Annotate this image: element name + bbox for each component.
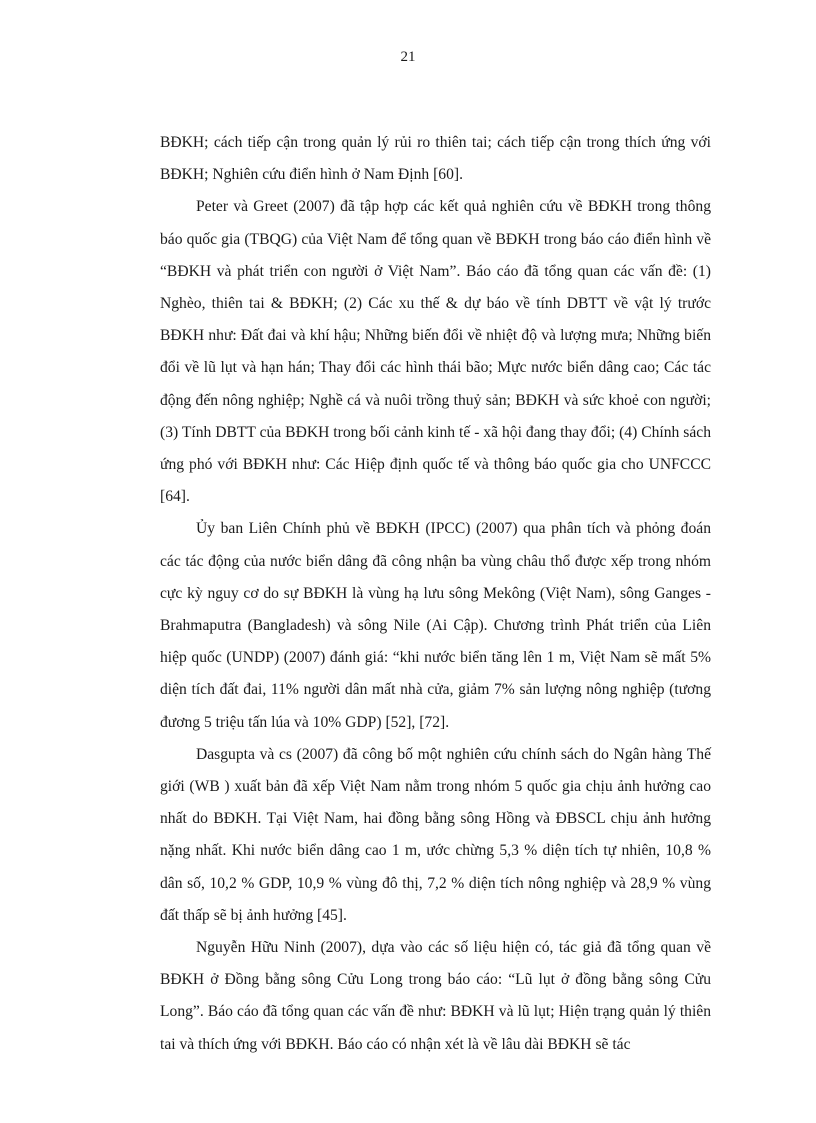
paragraph: Nguyễn Hữu Ninh (2007), dựa vào các số liệu hiện có, tác giả đã tổng quan về BĐKH ở Đồng bằng sông Cửu Long trong báo cáo: “Lũ lụt ở đồng bằng sông Cửu Long”. Báo cáo đã tổng quan các vấn đề như: BĐKH và lũ lụt; Hiện trạng quản lý thiên tai và thích ứng với BĐKH. Báo cáo có nhận xét là về lâu dài BĐKH sẽ tác [160, 939, 711, 1053]
body-text [160, 127, 711, 1061]
paragraph: Dasgupta và cs (2007) đã công bố một nghiên cứu chính sách do Ngân hàng Thế giới (WB ) xuất bản đã xếp Việt Nam nằm trong nhóm 5 quốc gia chịu ảnh hưởng cao nhất do BĐKH. Tại Việt Nam, hai đồng bằng sông Hồng và ĐBSCL chịu ảnh hưởng nặng nhất. Khi nước biển dâng cao 1 m, ước chừng 5,3 % diện tích tự nhiên, 10,8 % dân số, 10,2 % GDP, 10,9 % vùng đô thị, 7,2 % diện tích nông nghiệp và 28,9 % vùng đất thấp sẽ bị ảnh hưởng [45]. [160, 745, 711, 924]
paragraph: Ủy ban Liên Chính phủ về BĐKH (IPCC) (2007) qua phân tích và phỏng đoán các tác động của nước biển dâng đã công nhận ba vùng châu thổ được xếp trong nhóm cực kỳ nguy cơ do sự BĐKH là vùng hạ lưu sông Mekông (Việt Nam), sông Ganges - Brahmaputra (Bangladesh) và sông Nile (Ai Cập). Chương trình Phát triển của Liên hiệp quốc (UNDP) (2007) đánh giá: “khi nước biển tăng lên 1 m, Việt Nam sẽ mất 5% diện tích đất đai, 11% người dân mất nhà cửa, giảm 7% sản lượng nông nghiệp (tương đương 5 triệu tấn lúa và 10% GDP) [52], [72]. [160, 520, 711, 731]
page-number: 21 [400, 49, 416, 65]
paragraph: BĐKH; cách tiếp cận trong quản lý rủi ro thiên tai; cách tiếp cận trong thích ứng với BĐKH; Nghiên cứu điển hình ở Nam Định [60]. [160, 134, 711, 184]
paragraph: Peter và Greet (2007) đã tập hợp các kết quả nghiên cứu về BĐKH trong thông báo quốc gia (TBQG) của Việt Nam để tổng quan về BĐKH trong báo cáo điển hình về “BĐKH và phát triển con người ở Việt Nam”. Báo cáo đã tổng quan các vấn đề: (1) Nghèo, thiên tai & BĐKH; (2) Các xu thế & dự báo về tính DBTT về vật lý trước BĐKH như: Đất đai và khí hậu; Những biến đổi về nhiệt độ và lượng mưa; Những biến đổi về lũ lụt và hạn hán; Thay đổi các hình thái bão; Mực nước biển dâng cao; Các tác động đến nông nghiệp; Nghề cá và nuôi trồng thuỷ sản; BĐKH và sức khoẻ con người; (3) Tính DBTT của BĐKH trong bối cảnh kinh tế - xã hội đang thay đổi; (4) Chính sách ứng phó với BĐKH như: Các Hiệp định quốc tế và thông báo quốc gia cho UNFCCC [64]. [160, 198, 711, 506]
